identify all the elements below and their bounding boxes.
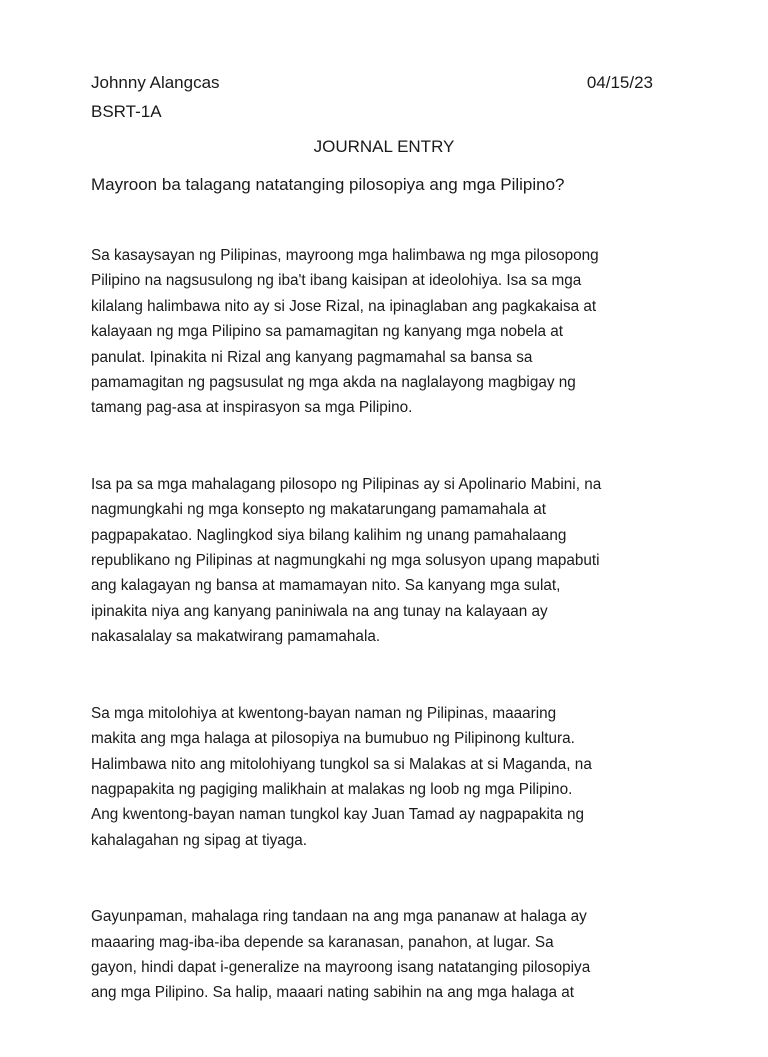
paragraph-line: Sa kasaysayan ng Pilipinas, mayroong mga halimbawa ng mga pilosopong	[91, 247, 599, 264]
paragraph-line: Halimbawa nito ang mitolohiyang tungkol sa si Malakas at si Maganda, na	[91, 755, 592, 773]
journal-body	[91, 243, 691, 1057]
paragraph-line: nagpapakita ng pagiging malikhain at malakas ng loob ng mga Pilipino.	[91, 780, 573, 798]
paragraph-line: Gayunpaman, mahalaga ring tandaan na ang mga pananaw at halaga ay	[91, 908, 587, 926]
paragraph-line: ang kalagayan ng bansa at mamamayan nito. Sa kanyang mga sulat,	[91, 577, 561, 595]
paragraph-line: pamamagitan ng pagsusulat ng mga akda na naglalayong magbigay ng	[91, 374, 576, 392]
paragraph-line: ang mga Pilipino. Sa halip, maaari nating sabihin na ang mga halaga at	[91, 984, 575, 1002]
section-code: BSRT-1A	[91, 102, 162, 121]
author-name: Johnny Alangcas	[91, 73, 220, 92]
paragraph-line: kalayaan ng mga Pilipino sa pamamagitan ng kanyang mga nobela at	[91, 323, 563, 341]
body-paragraph	[91, 701, 691, 853]
entry-date: 04/15/23	[586, 73, 653, 92]
paragraph-line: nagmungkahi ng mga konsepto ng makatarungang pamamahala at	[91, 501, 546, 519]
paragraph-line: kilalang halimbawa nito ay si Jose Rizal, na ipinaglaban ang pagkakaisa at	[91, 297, 597, 315]
paragraph-line: kahalagahan ng sipag at tiyaga.	[91, 831, 308, 849]
paragraph-line: Isa pa sa mga mahalagang pilosopo ng Pilipinas ay si Apolinario Mabini, na	[91, 475, 602, 493]
body-paragraph	[91, 904, 691, 1006]
body-paragraph	[91, 472, 691, 650]
paragraph-line: nakasalalay sa makatwirang pamamahala.	[91, 628, 381, 646]
paragraph-line: republikano ng Pilipinas at nagmungkahi ng mga solusyon upang mapabuti	[91, 552, 600, 570]
body-paragraph	[91, 243, 691, 421]
paragraph-line: maaaring mag-iba-iba depende sa karanasan, panahon, at lugar. Sa	[91, 933, 554, 951]
paragraph-line: Sa mga mitolohiya at kwentong-bayan naman ng Pilipinas, maaaring	[91, 704, 557, 722]
document-header	[91, 72, 653, 94]
paragraph-line: pagpapakatao. Naglingkod siya bilang kalihim ng unang pamahalaang	[91, 526, 567, 544]
journal-title: JOURNAL ENTRY	[313, 137, 455, 156]
paragraph-line: ipinakita niya ang kanyang paniniwala na ang tunay na kalayaan ay	[91, 602, 548, 620]
paragraph-line: panulat. Ipinakita ni Rizal ang kanyang pagmamahal sa bansa sa	[91, 348, 533, 366]
paragraph-line: gayon, hindi dapat i-generalize na mayroong isang natatanging pilosopiya	[91, 958, 591, 976]
journal-question: Mayroon ba talagang natatanging pilosopiya ang mga Pilipino?	[91, 175, 565, 194]
paragraph-line: makita ang mga halaga at pilosopiya na bumubuo ng Pilipinong kultura.	[91, 730, 575, 748]
paragraph-line: Pilipino na nagsusulong ng iba't ibang kaisipan at ideolohiya. Isa sa mga	[91, 272, 582, 290]
paragraph-line: tamang pag-asa at inspirasyon sa mga Pilipino.	[91, 399, 413, 417]
paragraph-line: Ang kwentong-bayan naman tungkol kay Juan Tamad ay nagpapakita ng	[91, 806, 584, 824]
